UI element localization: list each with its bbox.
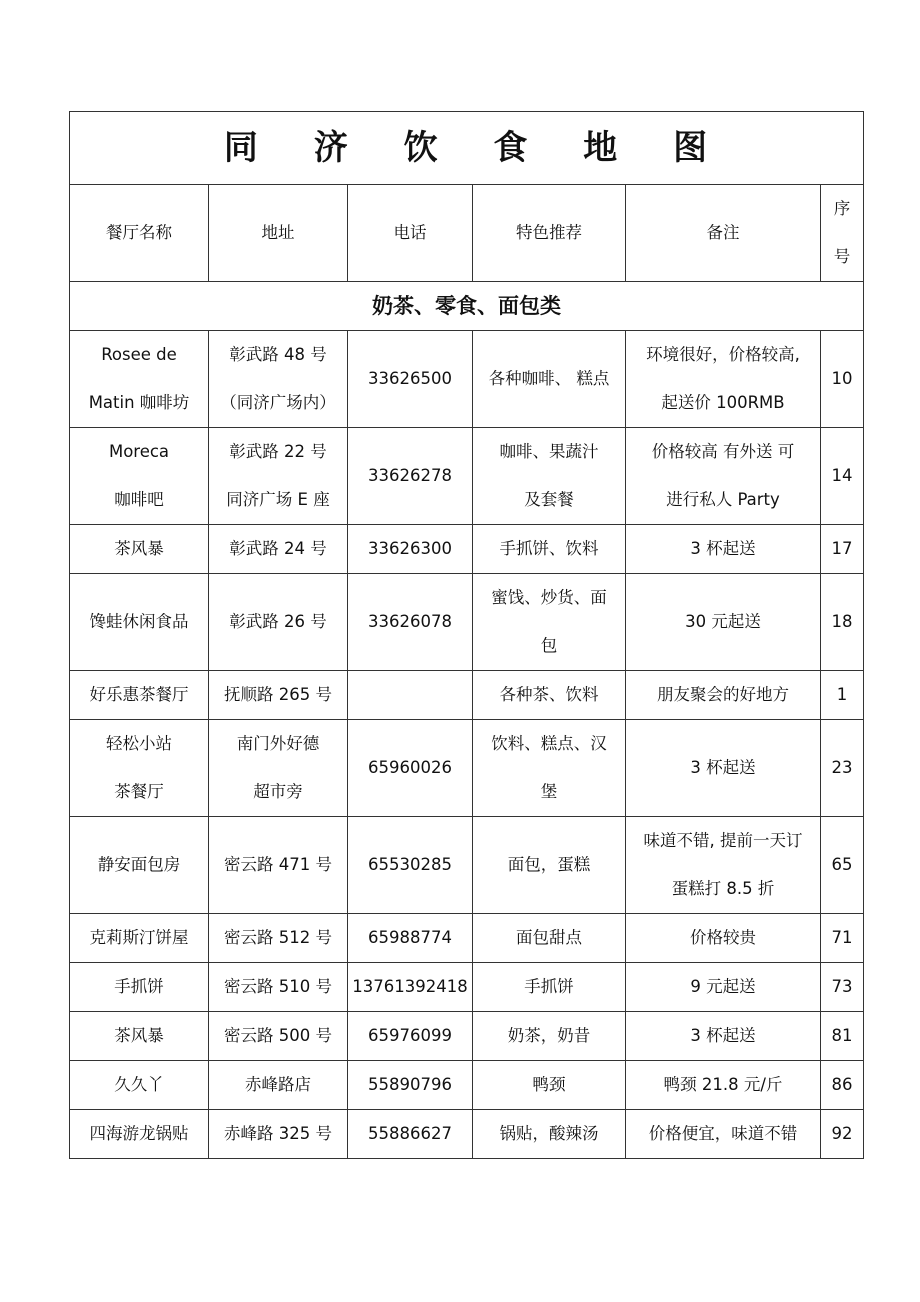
cell-address-line: 赤峰路 325 号	[224, 1124, 332, 1143]
cell-phone-line: 65960026	[368, 758, 452, 777]
cell-note-line: 价格较高 有外送 可	[651, 442, 795, 461]
cell-note	[626, 574, 821, 671]
cell-specialty-line: 堡	[540, 782, 558, 801]
cell-name	[70, 963, 209, 1012]
table-row	[70, 1061, 864, 1110]
cell-name	[70, 720, 209, 817]
cell-seq: 81	[821, 1012, 864, 1061]
cell-specialty	[473, 1012, 626, 1061]
cell-specialty-line: 手抓饼、饮料	[499, 539, 599, 558]
cell-phone	[348, 525, 473, 574]
cell-specialty	[473, 428, 626, 525]
cell-note	[626, 331, 821, 428]
table-row	[70, 817, 864, 914]
cell-name-line: 咖啡吧	[114, 490, 164, 509]
cell-specialty	[473, 331, 626, 428]
header-note: 备注	[626, 185, 821, 282]
cell-seq: 17	[821, 525, 864, 574]
cell-address	[209, 817, 348, 914]
cell-name-line: Rosee de	[101, 345, 177, 364]
cell-address-line: 密云路 471 号	[224, 855, 332, 874]
cell-note-line: 价格较贵	[690, 928, 756, 947]
cell-address-line: 抚顺路 265 号	[224, 685, 332, 704]
cell-name	[70, 331, 209, 428]
cell-phone-line: 65530285	[368, 855, 452, 874]
cell-note-line: 9 元起送	[690, 977, 756, 996]
cell-note-line: 进行私人 Party	[666, 490, 780, 509]
cell-name	[70, 428, 209, 525]
cell-note-line: 起送价 100RMB	[661, 393, 785, 412]
cell-note	[626, 1061, 821, 1110]
cell-note	[626, 671, 821, 720]
cell-address	[209, 963, 348, 1012]
cell-name	[70, 671, 209, 720]
cell-note-line: 30 元起送	[685, 612, 761, 631]
cell-address	[209, 914, 348, 963]
header-seq-line2: 号	[833, 247, 851, 266]
cell-address-line: 超市旁	[253, 782, 303, 801]
cell-phone-line: 55886627	[368, 1124, 452, 1143]
cell-note	[626, 1012, 821, 1061]
cell-name-line: Moreca	[108, 442, 170, 461]
cell-name	[70, 574, 209, 671]
cell-seq: 71	[821, 914, 864, 963]
cell-phone	[348, 331, 473, 428]
cell-name-line: 茶风暴	[114, 539, 164, 558]
cell-seq: 23	[821, 720, 864, 817]
cell-note	[626, 428, 821, 525]
cell-name-line: Matin 咖啡坊	[88, 393, 190, 412]
cell-note	[626, 525, 821, 574]
cell-phone-line: 55890796	[368, 1075, 452, 1094]
cell-name-line: 轻松小站	[106, 734, 172, 753]
cell-specialty	[473, 817, 626, 914]
cell-seq: 65	[821, 817, 864, 914]
cell-specialty-line: 各种咖啡、 糕点	[488, 369, 610, 388]
cell-phone	[348, 574, 473, 671]
cell-address-line: 彰武路 22 号	[229, 442, 327, 461]
cell-address	[209, 1061, 348, 1110]
food-map-table	[69, 111, 864, 1159]
cell-seq: 18	[821, 574, 864, 671]
cell-specialty-line: 面包甜点	[516, 928, 582, 947]
cell-note-line: 价格便宜，味道不错	[648, 1124, 798, 1143]
cell-phone-line: 13761392418	[352, 977, 468, 996]
cell-address	[209, 525, 348, 574]
cell-seq: 86	[821, 1061, 864, 1110]
cell-specialty-line: 手抓饼	[524, 977, 574, 996]
cell-specialty	[473, 525, 626, 574]
table-row	[70, 914, 864, 963]
cell-note-line: 3 杯起送	[690, 539, 756, 558]
cell-specialty-line: 及套餐	[524, 490, 574, 509]
cell-name-line: 克莉斯汀饼屋	[89, 928, 189, 947]
cell-phone-line: 33626078	[368, 612, 452, 631]
cell-note	[626, 1110, 821, 1159]
header-seq	[821, 185, 864, 282]
cell-phone	[348, 1012, 473, 1061]
cell-address-line: 彰武路 48 号	[229, 345, 327, 364]
cell-name-line: 四海游龙锅贴	[89, 1124, 189, 1143]
cell-name-line: 静安面包房	[97, 855, 181, 874]
cell-address	[209, 720, 348, 817]
cell-specialty-line: 锅贴，酸辣汤	[499, 1124, 599, 1143]
cell-phone-line: 33626300	[368, 539, 452, 558]
cell-address-line: 彰武路 24 号	[229, 539, 327, 558]
cell-name-line: 馋蛙休闲食品	[89, 612, 189, 631]
cell-specialty	[473, 1110, 626, 1159]
cell-phone	[348, 1061, 473, 1110]
cell-name	[70, 1061, 209, 1110]
cell-phone	[348, 817, 473, 914]
table-row	[70, 671, 864, 720]
table-header-row	[70, 185, 864, 282]
cell-phone	[348, 963, 473, 1012]
cell-address	[209, 1012, 348, 1061]
cell-name	[70, 1110, 209, 1159]
cell-specialty	[473, 914, 626, 963]
cell-specialty-line: 各种茶、饮料	[499, 685, 599, 704]
cell-note-line: 鸭颈 21.8 元/斤	[663, 1075, 783, 1094]
header-address: 地址	[209, 185, 348, 282]
cell-seq: 92	[821, 1110, 864, 1159]
cell-seq: 14	[821, 428, 864, 525]
cell-phone	[348, 720, 473, 817]
cell-note	[626, 720, 821, 817]
cell-seq: 1	[821, 671, 864, 720]
cell-seq: 73	[821, 963, 864, 1012]
table-row	[70, 574, 864, 671]
cell-name	[70, 817, 209, 914]
cell-specialty-line: 咖啡、果蔬汁	[499, 442, 599, 461]
cell-address	[209, 574, 348, 671]
header-name: 餐厅名称	[70, 185, 209, 282]
header-seq-line1: 序	[833, 199, 851, 218]
cell-note-line: 3 杯起送	[690, 1026, 756, 1045]
cell-note-line: 味道不错, 提前一天订	[643, 831, 803, 850]
cell-note	[626, 817, 821, 914]
cell-address-line: 密云路 500 号	[224, 1026, 332, 1045]
cell-name-line: 茶餐厅	[114, 782, 164, 801]
table-row	[70, 720, 864, 817]
cell-specialty-line: 奶茶，奶昔	[507, 1026, 591, 1045]
section-title: 奶茶、零食、面包类	[70, 282, 864, 331]
cell-address-line: （同济广场内）	[220, 393, 336, 412]
header-specialty: 特色推荐	[473, 185, 626, 282]
cell-specialty	[473, 1061, 626, 1110]
cell-address	[209, 1110, 348, 1159]
table-row	[70, 428, 864, 525]
cell-name-line: 茶风暴	[114, 1026, 164, 1045]
cell-address-line: 密云路 510 号	[224, 977, 332, 996]
cell-seq: 10	[821, 331, 864, 428]
cell-phone-line: 65976099	[368, 1026, 452, 1045]
cell-specialty	[473, 671, 626, 720]
cell-phone	[348, 1110, 473, 1159]
header-phone: 电话	[348, 185, 473, 282]
cell-specialty	[473, 720, 626, 817]
cell-phone	[348, 914, 473, 963]
cell-specialty-line: 饮料、糕点、汉	[491, 734, 607, 753]
cell-specialty	[473, 574, 626, 671]
table-row	[70, 1012, 864, 1061]
cell-specialty-line: 面包，蛋糕	[507, 855, 591, 874]
cell-address	[209, 428, 348, 525]
table-row	[70, 1110, 864, 1159]
cell-address-line: 赤峰路店	[245, 1075, 311, 1094]
table-row	[70, 525, 864, 574]
cell-phone-line: 65988774	[368, 928, 452, 947]
cell-name	[70, 1012, 209, 1061]
table-row	[70, 963, 864, 1012]
cell-phone-line: 33626500	[368, 369, 452, 388]
cell-note-line: 蛋糕打 8.5 折	[671, 879, 775, 898]
cell-address-line: 同济广场 E 座	[226, 490, 330, 509]
cell-specialty	[473, 963, 626, 1012]
cell-address-line: 密云路 512 号	[224, 928, 332, 947]
cell-phone	[348, 428, 473, 525]
cell-phone	[348, 671, 473, 720]
cell-note-line: 环境很好，价格较高,	[646, 345, 800, 364]
cell-name-line: 手抓饼	[114, 977, 164, 996]
table-row	[70, 331, 864, 428]
page-title: 同 济 饮 食 地 图	[70, 112, 864, 185]
cell-name	[70, 914, 209, 963]
cell-address	[209, 671, 348, 720]
cell-address-line: 彰武路 26 号	[229, 612, 327, 631]
cell-address	[209, 331, 348, 428]
cell-address-line: 南门外好德	[236, 734, 320, 753]
cell-note	[626, 963, 821, 1012]
cell-specialty-line: 包	[540, 636, 558, 655]
cell-specialty-line: 蜜饯、炒货、面	[491, 588, 607, 607]
cell-name	[70, 525, 209, 574]
cell-name-line: 好乐惠茶餐厅	[89, 685, 189, 704]
cell-phone-line: 33626278	[368, 466, 452, 485]
cell-name-line: 久久丫	[114, 1075, 164, 1094]
cell-note	[626, 914, 821, 963]
cell-note-line: 3 杯起送	[690, 758, 756, 777]
cell-specialty-line: 鸭颈	[532, 1075, 566, 1094]
cell-note-line: 朋友聚会的好地方	[657, 685, 789, 704]
